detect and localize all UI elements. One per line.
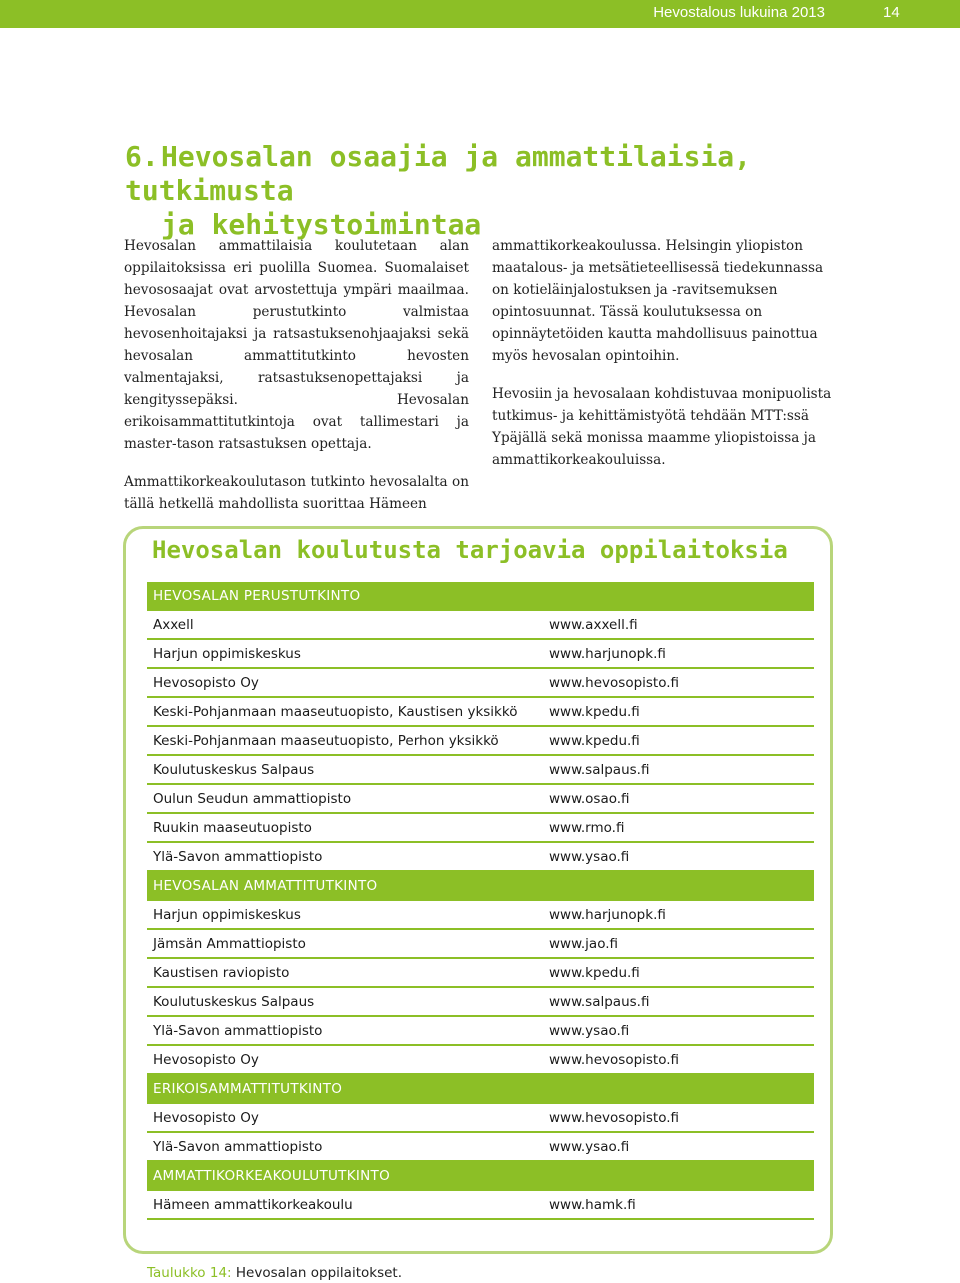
section-header-row bbox=[147, 1162, 814, 1191]
institution-name: Jämsän Ammattiopisto bbox=[153, 936, 306, 952]
institution-name: Koulutuskeskus Salpaus bbox=[153, 994, 315, 1010]
paragraph: Ammattikorkeakoulutason tutkinto hevosalalta on tällä hetkellä mahdollista suorittaa Hämeen bbox=[124, 474, 469, 512]
institution-name: Harjun oppimiskeskus bbox=[153, 907, 301, 923]
table-row bbox=[147, 785, 814, 814]
table-row bbox=[147, 843, 814, 872]
institution-url: www.hevosopisto.fi bbox=[549, 1110, 680, 1126]
institution-name: Keski-Pohjanmaan maaseutuopisto, Perhon yksikkö bbox=[153, 733, 499, 749]
box-title: Hevosalan koulutusta tarjoavia oppilaitoksia bbox=[152, 536, 788, 564]
table-row bbox=[147, 611, 814, 640]
institution-url: www.ysao.fi bbox=[549, 1023, 630, 1039]
table-row bbox=[147, 814, 814, 843]
institution-url: www.kpedu.fi bbox=[549, 965, 640, 981]
section-title: AMMATTIKORKEAKOULUTUTKINTO bbox=[153, 1168, 391, 1184]
left-column bbox=[124, 235, 469, 531]
institution-name: Ylä-Savon ammattiopisto bbox=[153, 849, 323, 865]
table-caption bbox=[147, 1265, 402, 1281]
chapter-title bbox=[125, 140, 885, 242]
table-row bbox=[147, 1046, 814, 1075]
institution-url: www.kpedu.fi bbox=[549, 704, 640, 720]
institution-table bbox=[147, 582, 814, 1220]
section-header-row bbox=[147, 582, 814, 611]
paragraph: Hevosiin ja hevosalaan kohdistuvaa monipuolista tutkimus- ja kehittämistyötä tehdään MTT:ssä Ypäjällä sekä monissa maamme yliopistoissa ja ammattikorkeakouluissa. bbox=[492, 386, 832, 468]
table-row bbox=[147, 1133, 814, 1162]
institution-url: www.harjunopk.fi bbox=[549, 907, 666, 923]
institution-name: Ylä-Savon ammattiopisto bbox=[153, 1023, 323, 1039]
paragraph: ammattikorkeakoulussa. Helsingin yliopiston maatalous- ja metsätieteellisessä tiedekunnassa on kotieläinjalostuksen ja -ravitsemuksen opintosuunnat. Tässä koulutuksessa on opinnäytetöiden kautta mahdollisuus painottua myös hevosalan opintoihin. bbox=[492, 238, 824, 364]
right-column bbox=[492, 235, 837, 487]
table-row bbox=[147, 669, 814, 698]
caption-label: Taulukko 14: bbox=[147, 1265, 232, 1281]
institution-name: Hevosopisto Oy bbox=[153, 675, 259, 691]
table-row bbox=[147, 756, 814, 785]
institution-url: www.hevosopisto.fi bbox=[549, 1052, 680, 1068]
section-header-row bbox=[147, 872, 814, 901]
institution-name: Hevosopisto Oy bbox=[153, 1110, 259, 1126]
table-row bbox=[147, 901, 814, 930]
chapter-number: 6. bbox=[125, 140, 159, 173]
institution-url: www.hevosopisto.fi bbox=[549, 675, 680, 691]
institution-name: Axxell bbox=[153, 617, 194, 633]
table-row bbox=[147, 930, 814, 959]
institution-name: Ylä-Savon ammattiopisto bbox=[153, 1139, 323, 1155]
table-row bbox=[147, 1104, 814, 1133]
chapter-title-line1: Hevosalan osaajia ja ammattilaisia, tutkimusta bbox=[125, 140, 752, 207]
institution-name: Keski-Pohjanmaan maaseutuopisto, Kaustisen yksikkö bbox=[153, 704, 518, 720]
chapter-title-line2: ja kehitystoimintaa bbox=[161, 208, 482, 241]
institution-url: www.ysao.fi bbox=[549, 849, 630, 865]
institution-name: Hevosopisto Oy bbox=[153, 1052, 259, 1068]
header-bar bbox=[0, 0, 960, 28]
running-title: Hevostalous lukuina 2013 bbox=[653, 4, 825, 21]
table-row bbox=[147, 1191, 814, 1220]
table-row bbox=[147, 727, 814, 756]
section-title: ERIKOISAMMATTITUTKINTO bbox=[153, 1081, 343, 1097]
institution-name: Harjun oppimiskeskus bbox=[153, 646, 301, 662]
institution-url: www.hamk.fi bbox=[549, 1197, 636, 1213]
institution-name: Oulun Seudun ammattiopisto bbox=[153, 791, 352, 807]
institution-url: www.salpaus.fi bbox=[549, 994, 650, 1010]
institution-url: www.osao.fi bbox=[549, 791, 630, 807]
institution-url: www.jao.fi bbox=[549, 936, 619, 952]
page-number: 14 bbox=[883, 4, 900, 21]
section-title: HEVOSALAN PERUSTUTKINTO bbox=[153, 588, 361, 604]
institution-url: www.salpaus.fi bbox=[549, 762, 650, 778]
caption-text: Hevosalan oppilaitokset. bbox=[235, 1265, 402, 1281]
institution-name: Hämeen ammattikorkeakoulu bbox=[153, 1197, 353, 1213]
table-row bbox=[147, 988, 814, 1017]
section-header-row bbox=[147, 1075, 814, 1104]
institution-url: www.harjunopk.fi bbox=[549, 646, 666, 662]
table-row bbox=[147, 959, 814, 988]
institution-url: www.axxell.fi bbox=[549, 617, 638, 633]
institution-url: www.rmo.fi bbox=[549, 820, 625, 836]
institution-url: www.kpedu.fi bbox=[549, 733, 640, 749]
institution-url: www.ysao.fi bbox=[549, 1139, 630, 1155]
table-row bbox=[147, 1017, 814, 1046]
paragraph: Hevosalan ammattilaisia koulutetaan alan oppilaitoksissa eri puolilla Suomea. Suomalaiset hevososaajat ovat arvostettuja ympäri maailmaa. Hevosalan perustutkinto valmistaa hevosenhoitajaksi ja ratsastuksenohjaajaksi sekä hevosalan ammattitutkinto hevosten valmentajaksi, ratsastuksenopettajaksi ja kengityssepäksi. Hevosalan erikoisammattitutkintoja ovat tallimestari ja master-tason ratsastuksen opettaja. bbox=[124, 238, 469, 452]
institution-name: Koulutuskeskus Salpaus bbox=[153, 762, 315, 778]
table-row bbox=[147, 698, 814, 727]
institution-name: Ruukin maaseutuopisto bbox=[153, 820, 312, 836]
section-title: HEVOSALAN AMMATTITUTKINTO bbox=[153, 878, 378, 894]
institution-name: Kaustisen raviopisto bbox=[153, 965, 290, 981]
table-row bbox=[147, 640, 814, 669]
